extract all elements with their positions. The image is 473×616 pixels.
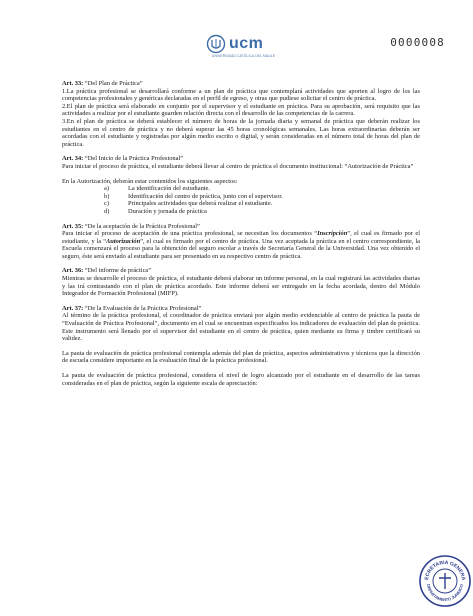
article-paragraph: 1.La práctica profesional se desarrollará conforme a un plan de práctica que contemplará actividades que aporten al logro de los las competencias profesionales y genéricas declaradas en el perfil de egreso, y otras que pudiese solicitar el centro de práctica. xyxy=(62,87,420,103)
autorizacion-intro: En la Autorización, deberán estar contenidos los siguientes aspectos: xyxy=(62,177,238,185)
article-heading xyxy=(62,267,420,275)
article-37 xyxy=(62,305,420,343)
article-title: “De la aceptación de la Práctica Profesional” xyxy=(84,222,200,230)
article-number: Art. 34: xyxy=(62,155,84,163)
article-number: Art. 33: xyxy=(62,80,84,87)
article-35 xyxy=(62,223,420,261)
article-heading xyxy=(62,80,420,88)
article-title: “Del Inicio de la Práctica Profesional” xyxy=(84,155,184,163)
article-title: “Del informe de práctica” xyxy=(84,267,152,275)
article-heading xyxy=(62,223,420,231)
article-heading xyxy=(62,155,420,163)
text-fragment: Para iniciar el proceso de aceptación de una práctica profesional, se necesitan los documentos “ xyxy=(62,230,318,238)
article-paragraph: 3.En el plan de práctica se deberá establecer el número de horas de la jornada diaria y semanal de práctica que deberán realizar los estudiantes en el centro de práctica y no deberá superar las 45 horas cronológicas semanales. Las horas extraordinarias deberán ser acordadas con el estudiante y registradas por algún medio escrito o digital, y serán consideradas en el número total de horas del plan de práctica. xyxy=(62,117,420,148)
closing-paragraph: La pauta de evaluación de práctica profesional, considera el nivel de logro alcanzado por el estudiante en el desarrollo de las tareas consideradas en el plan de práctica, según la siguiente escala de apreciación: xyxy=(62,372,420,387)
list-item-text: Duración y jornada de práctica xyxy=(128,207,207,215)
autorizacion-list xyxy=(104,185,420,215)
list-item-text: La identificación del estudiante. xyxy=(128,185,210,193)
article-number: Art. 36: xyxy=(62,267,84,275)
svg-text:SECRETARIA GENERAL: ECRETARIA GENERA xyxy=(423,559,467,581)
folio-number: 0000008 xyxy=(390,36,445,49)
list-item-label: d) xyxy=(104,207,110,215)
logo-subtitle: UNIVERSIDAD CATÓLICA DEL MAULE xyxy=(212,54,276,58)
ucm-crest-icon xyxy=(205,34,227,54)
article-33 xyxy=(62,80,420,148)
university-logo xyxy=(205,34,263,54)
list-item xyxy=(104,185,420,193)
list-item-text: Principales actividades que deberá realizar el estudiante. xyxy=(128,200,273,208)
secretaria-general-seal xyxy=(418,554,472,608)
list-item xyxy=(104,200,420,208)
autorizacion-section xyxy=(62,178,420,216)
article-heading xyxy=(62,305,420,313)
article-paragraph: 2.El plan de práctica será elaborado en conjunto por el supervisor y el estudiante en práctica. Para su aprobación, será requisito que las actividades a realizar por el estudiante guarden relación directa con el desarrollo de las competencias de la carrera. xyxy=(62,102,420,118)
list-item-label: b) xyxy=(104,192,110,200)
text-fragment: ”, el cual es firmado por el estudiante, y la “ xyxy=(62,230,420,245)
closing-paragraph: La pauta de evaluación de práctica profesional contempla además del plan de práctica, aspectos administrativos y técnicos que la dirección de escuela considere importante en la evaluación final de la práctica profesional. xyxy=(62,349,420,365)
article-paragraph: Para iniciar el proceso de práctica, el estudiante deberá llevar al centro de práctica el documento institucional: “Autorización de Práctica” xyxy=(62,162,414,170)
document-body xyxy=(62,80,420,387)
article-title: “De la Evaluación de la Práctica Profesional” xyxy=(84,304,202,312)
article-34 xyxy=(62,155,420,170)
article-number: Art. 35: xyxy=(62,222,84,230)
article-paragraph: Al término de la práctica profesional, el coordinador de práctica enviará por algún medio evidenciable al centro de práctica la pauta de “Evaluación de Práctica Profesional”, documento en el cual se encuentran especificados los indicadores de evaluación del plan de práctica. Este instrumento será llenado por el supervisor del estudiante en el centro de práctica, quien mediante su firma y timbre certificará su validez. xyxy=(62,312,420,343)
logo-wordmark: ucm xyxy=(229,35,264,52)
article-number: Art. 37: xyxy=(62,304,84,312)
emphasized-term: Autorización xyxy=(106,237,141,245)
list-item-label: a) xyxy=(104,185,109,193)
list-item-text: Identificación del centro de práctica, junto con el supervisor. xyxy=(128,192,283,200)
list-item-label: c) xyxy=(104,200,109,208)
article-36 xyxy=(62,267,420,297)
article-paragraph xyxy=(62,230,420,260)
article-title: “Del Plan de Práctica” xyxy=(84,80,143,87)
article-paragraph: Mientras se desarrolle el proceso de práctica, el estudiante deberá elaborar un informe personal, en la cual registrará las actividades diarias y las irá contrastando con el plan de práctica acordado. Este informe deberá ser entregado en la fecha acordada, dentro del Módulo Integrador de Formación Profesional (MIFP). xyxy=(62,275,420,298)
list-item xyxy=(104,193,420,201)
list-item xyxy=(104,208,420,216)
text-fragment: ”, el cual es firmado por el centro de práctica. Una vez aceptada la práctica en el centro correspondiente, la Escuela comenzará el proceso para la obtención del seguro escolar a través de Secretaría General de la Universidad. Una vez obtenido el seguro, éste será enviado al estudiante para ser presentado en su respectivo centro de práctica. xyxy=(62,237,420,260)
svg-text:DEPARTAMENTO JURIDICO: DEPARTAMENTO JURIDICO xyxy=(425,583,465,603)
emphasized-term: Inscripción xyxy=(317,230,348,238)
